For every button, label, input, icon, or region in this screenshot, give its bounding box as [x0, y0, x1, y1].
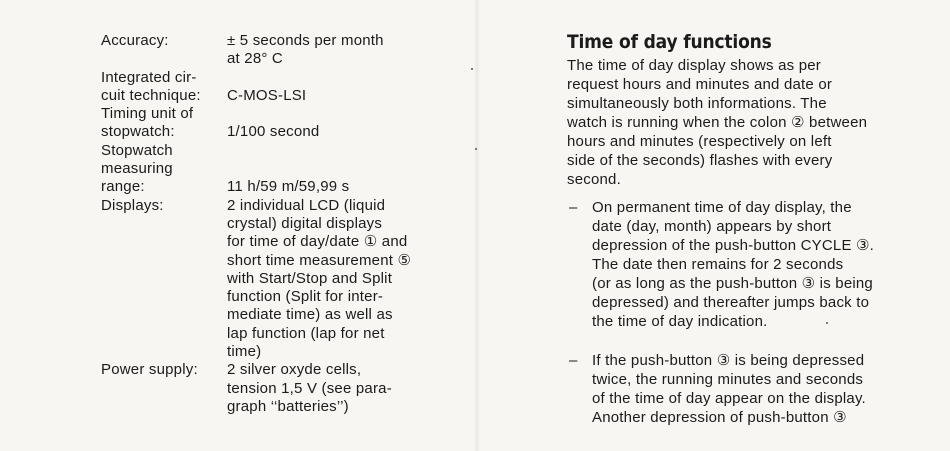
bullet-line: If the push-button ③ is being depressed: [592, 352, 865, 369]
spec-value-line: crystal) digital displays: [227, 214, 383, 232]
spec-value-line: with Start/Stop and Split: [227, 269, 393, 287]
spec-value: [227, 197, 457, 362]
spec-value-line: at 28° C: [227, 50, 283, 68]
spec-value: [227, 69, 457, 106]
spec-value: [227, 361, 457, 416]
bullet-text: [592, 351, 917, 427]
intro-line: request hours and minutes and date or: [567, 76, 833, 93]
spec-label-line: measuring: [101, 160, 173, 178]
spec-row: [101, 361, 457, 416]
spec-value-line: short time measurement ⑤: [227, 251, 412, 269]
intro-line: simultaneously both informations. The: [567, 95, 827, 112]
section-heading: Time of day functions: [567, 31, 772, 53]
intro-line: second.: [567, 171, 621, 188]
spec-label: [101, 361, 227, 416]
paper-speck: [471, 68, 473, 70]
spec-value-line: tension 1,5 V (see para-: [227, 379, 392, 397]
bullet-line: date (day, month) appears by short: [592, 218, 832, 235]
spec-row: [101, 105, 457, 142]
intro-paragraph: [567, 56, 917, 189]
bullet-line: depression of the push-button CYCLE ③.: [592, 237, 875, 254]
spec-row: [101, 142, 457, 197]
spec-value-line: function (Split for inter-: [227, 288, 384, 306]
bullet-item: [567, 198, 917, 331]
spec-label-line: Stopwatch: [101, 141, 173, 159]
bullet-text: [592, 198, 917, 331]
spec-label-line: Timing unit of: [101, 105, 194, 123]
intro-line: side of the seconds) flashes with every: [567, 152, 833, 169]
spec-value-line: ± 5 seconds per month: [227, 32, 384, 49]
spec-label-line: Power supply:: [101, 361, 198, 379]
right-column: [567, 30, 917, 427]
spec-label-line: stopwatch:: [101, 123, 175, 141]
bullet-line: The date then remains for 2 seconds: [592, 256, 844, 273]
intro-line: watch is running when the colon ② between: [567, 114, 868, 131]
spec-value: [227, 32, 457, 69]
bullet-line: twice, the running minutes and seconds: [592, 371, 864, 388]
spec-row: [101, 32, 457, 69]
spec-label-line: Integrated cir-: [101, 68, 197, 86]
bullet-line: depressed) and thereafter jumps back to: [592, 294, 870, 311]
spec-value-line: [227, 105, 457, 123]
spec-value-line: graph ‘‘batteries’’): [227, 397, 349, 415]
spec-value: [227, 105, 457, 142]
spec-value-line: lap function (lap for net: [227, 324, 385, 342]
spec-label: [101, 142, 227, 197]
bullet-line: On permanent time of day display, the: [592, 199, 852, 216]
bullet-item: [567, 351, 917, 427]
spec-table: [101, 32, 457, 416]
bullet-line: (or as long as the push-button ③ is being: [592, 275, 873, 292]
spec-value-line: 11 h/59 m/59,99 s: [227, 178, 350, 196]
spec-value-line: [227, 160, 457, 178]
spec-label: [101, 32, 227, 69]
spec-value-line: 2 silver oxyde cells,: [227, 361, 362, 379]
paper-speck: [475, 148, 477, 150]
spec-label: [101, 197, 227, 362]
paper-speck: [826, 322, 828, 324]
spec-value-line: [227, 142, 457, 160]
intro-line: The time of day display shows as per: [567, 57, 821, 74]
spec-value-line: time): [227, 343, 262, 361]
spec-value-line: [227, 69, 457, 87]
spec-value-line: C-MOS-LSI: [227, 86, 307, 104]
bullet-line: the time of day indication.: [592, 313, 768, 330]
bullet-line: Another depression of push-button ③: [592, 409, 847, 426]
bullet-dash: –: [569, 199, 578, 216]
spec-label-line: cuit technique:: [101, 86, 201, 104]
spec-value-line: 2 individual LCD (liquid: [227, 196, 386, 214]
spec-label-line: Accuracy:: [101, 32, 169, 49]
bullet-dash: –: [569, 352, 578, 369]
spec-label-line: Displays:: [101, 196, 164, 214]
spec-label: [101, 69, 227, 106]
spec-value-line: 1/100 second: [227, 123, 320, 141]
bullet-line: of the time of day appear on the display.: [592, 390, 866, 407]
intro-line: hours and minutes (respectively on left: [567, 133, 832, 150]
spec-row: [101, 69, 457, 106]
spec-label-line: range:: [101, 178, 145, 196]
spec-label: [101, 105, 227, 142]
spec-row: [101, 197, 457, 362]
spec-value: [227, 142, 457, 197]
spec-value-line: mediate time) as well as: [227, 306, 393, 324]
spec-value-line: for time of day/date ① and: [227, 233, 408, 251]
